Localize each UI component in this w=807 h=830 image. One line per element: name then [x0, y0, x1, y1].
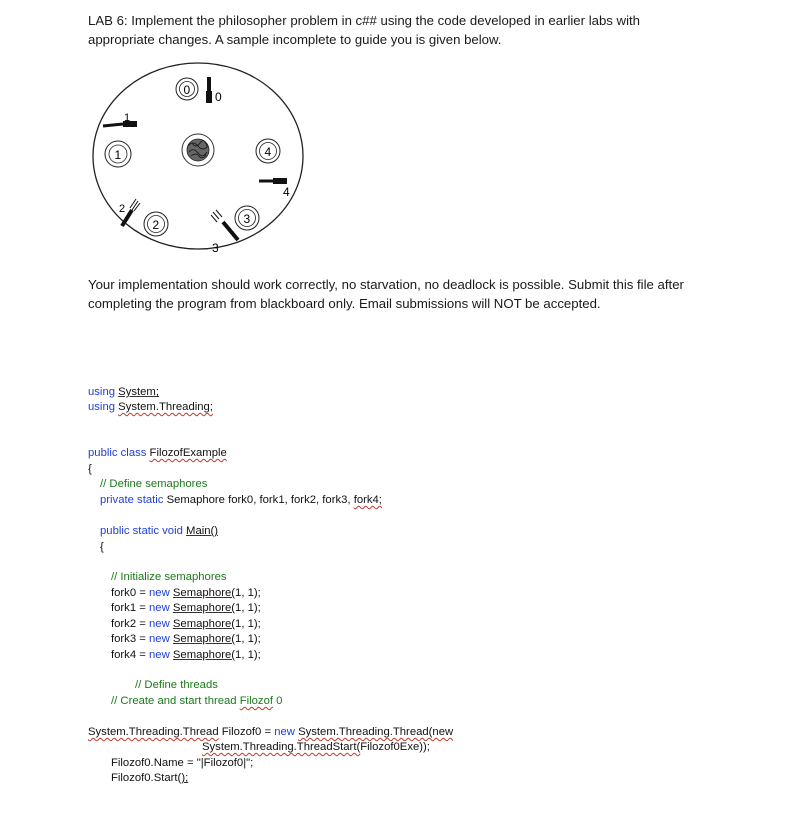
code-comment-define-threads: // Define threads: [135, 679, 218, 691]
plate-3: [235, 206, 259, 230]
code-thread-name: Filozof0.Name = "|Filozof0|";: [111, 757, 254, 769]
note-line-1: Your implementation should work correctly, no starvation, no deadlock is possible. Submit this file after: [88, 277, 684, 292]
fork-4-label: 4: [283, 185, 290, 199]
code-thread-start: Filozof0.Start();: [111, 772, 189, 784]
code-init-fork1: fork1 = new Semaphore(1, 1);: [111, 602, 261, 614]
code-main-brace: {: [100, 541, 104, 553]
code-using-system: using System;: [88, 386, 159, 398]
intro-line-2: appropriate changes. A sample incomplete to guide you is given below.: [88, 32, 502, 47]
code-class-declaration: public class FilozofExample: [88, 447, 227, 459]
plate-1-label: 1: [114, 148, 122, 162]
intro-paragraph: [88, 11, 728, 49]
intro-line-1: LAB 6: Implement the philosopher problem in c## using the code developed in earlier labs with: [88, 13, 641, 28]
code-init-fork2: fork2 = new Semaphore(1, 1);: [111, 618, 261, 630]
code-class-brace: {: [88, 463, 92, 475]
code-threadstart: System.Threading.ThreadStart(Filozof0Exe));: [202, 741, 430, 753]
plate-0: [176, 78, 198, 100]
code-main-method: public static void Main(): [100, 525, 219, 537]
code-comment-create-thread: // Create and start thread Filozof 0: [111, 695, 283, 707]
plate-4-label: 4: [264, 145, 272, 159]
fork-1-label: 1: [124, 112, 131, 124]
code-init-fork4: fork4 = new Semaphore(1, 1);: [111, 649, 261, 661]
code-using-threading: using System.Threading;: [88, 401, 213, 413]
code-field-declaration: private static Semaphore fork0, fork1, fork2, fork3, fork4;: [100, 494, 382, 506]
plate-2-label: 2: [152, 218, 160, 232]
plate-2: [144, 212, 168, 236]
instructions-paragraph: [88, 275, 728, 313]
fork-2-label: 2: [119, 203, 126, 215]
fork-0-label: 0: [215, 90, 222, 104]
code-init-fork0: fork0 = new Semaphore(1, 1);: [111, 587, 261, 599]
plate-4: [256, 139, 280, 163]
dining-philosophers-diagram: [88, 60, 308, 260]
code-init-fork3: fork3 = new Semaphore(1, 1);: [111, 633, 261, 645]
code-thread-declaration: System.Threading.Thread Filozof0 = new System.Threading.Thread(new: [88, 726, 454, 738]
code-comment-initialize: // Initialize semaphores: [111, 571, 227, 583]
spaghetti-bowl: [182, 134, 214, 166]
plate-3-label: 3: [243, 212, 251, 226]
note-line-2: completing the program from blackboard only. Email submissions will NOT be accepted.: [88, 296, 601, 311]
plate-1: [105, 141, 131, 167]
fork-3-label: 3: [212, 241, 219, 255]
code-comment-define-semaphores: // Define semaphores: [100, 478, 208, 490]
plate-0-label: 0: [183, 83, 191, 97]
